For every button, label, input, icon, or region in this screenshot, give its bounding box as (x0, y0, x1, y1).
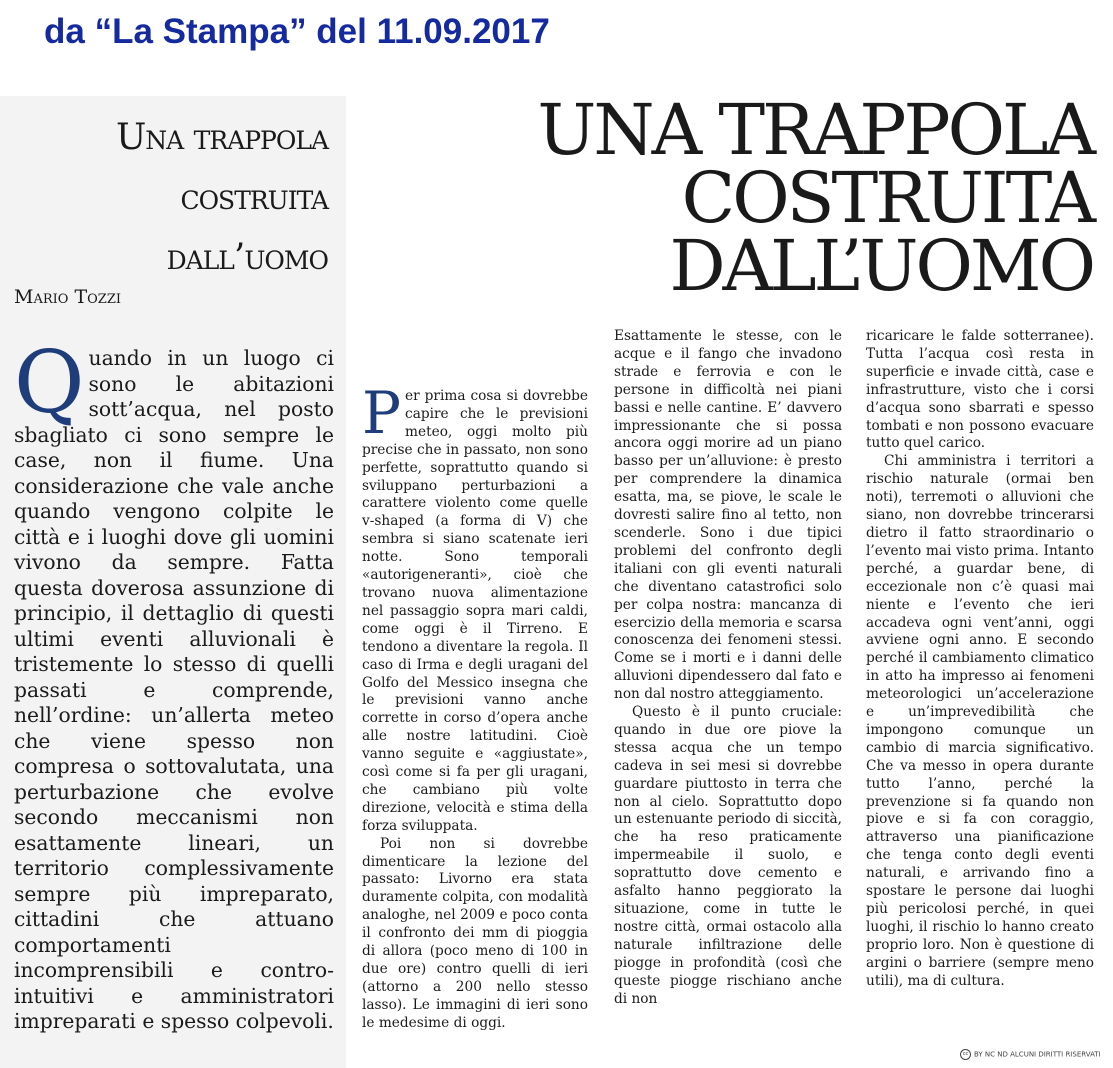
paragraph: Chi amministra i territori a rischio naturale (ormai ben noti), terremoti o alluvioni che siano, non dovrebbe trincerarsi dietro il fatto straordinario o l’evento mai visto prima. Intanto perché, a guardar bene, di eccezionale non c’è quasi mai niente e l’evento che ieri accadeva ogni vent’anni, oggi avviene ogni anno. E secondo perché il cambiamento climatico in atto ha impresso ai fenomeni meteorologici un’accelerazione e un’imprevedibilità che impongono comunque un cambio di marcia significativo. Che va messo in opera durante tutto l’anno, perché la prevenzione si fa quando non piove e si fa con coraggio, attraverso una pianificazione che tenga conto degli eventi naturali, e arrivando fino a spostare le persone dai luoghi più pericolosi perché, in quei luoghi, il rischio lo hanno creato proprio loro. Non è questione di argini o barriere (sempre meno utili), ma di cultura. (866, 453, 1094, 989)
drop-cap: Q (14, 333, 85, 433)
paragraph-text: er prima cosa si dovrebbe capire che le previsioni meteo, oggi molto più precise che in passato, non sono perfette, soprattutto quando si sviluppano perturbazioni a carattere violento come quelle v-shaped (a forma di V) che sembra si siano scatenate ieri notte. Sono temporali «autorigeneranti», cioè che trovano nuova alimentazione nel passaggio sopra mari caldi, come oggi è il Tirreno. E tendono a diventare la regola. Il caso di Irma e degli uragani del Golfo del Messico insegna che le previsioni vanno anche corrette in corso d’opera anche alle nostre latitudini. Cioè vanno seguite e «aggiustate», così come si fa per gli uragani, che cambiano più volte direzione, velocità e stima della forza sviluppata. (362, 388, 588, 834)
left-title-line: dall’uomo (166, 237, 328, 278)
article-column-3 (866, 328, 1094, 991)
license-text: BY NC ND ALCUNI DIRITTI RISERVATI (974, 1050, 1101, 1059)
source-line: da “La Stampa” del 11.09.2017 (44, 12, 550, 51)
paragraph: Questo è il punto cruciale: quando in due ore piove la stessa acqua che un tempo cadeva in sei mesi si dovrebbe guardare piuttosto in terra che non al cielo. Soprattutto dopo un estenuante periodo di siccità, che ha reso praticamente impermeabile il suolo, e soprattutto dove cemento e asfalto hanno peggiorato la situazione, come in tutte le nostre città, ormai ostacolo alla naturale infiltrazione delle piogge in profondità (così che queste piogge rischiano anche di non (614, 704, 842, 1007)
main-headline (537, 89, 1093, 307)
paragraph (362, 379, 588, 836)
drop-cap: P (362, 379, 402, 447)
paragraph: Poi non si dovrebbe dimenticare la lezione del passato: Livorno era stata duramente colpita, con modalità analoghe, nel 2009 e poco conta il confronto dei mm di pioggia di allora (poco meno di 100 in due ore) contro quelli di ieri (attorno a 200 nello stesso lasso). Le immagini di ieri sono le medesime di oggi. (362, 835, 588, 1031)
headline-line: COSTRUITA (681, 157, 1093, 239)
author-byline: Mario Tozzi (14, 286, 121, 308)
left-title-line: costruita (180, 177, 328, 218)
license-note (960, 1049, 1101, 1060)
creative-commons-icon: cc (960, 1049, 971, 1060)
headline-line: UNA TRAPPOLA (537, 89, 1093, 171)
headline-line: DALL’UOMO (669, 225, 1093, 307)
article-column-2 (614, 328, 842, 1008)
paragraph: Esattamente le stesse, con le acque e il fango che invadono strade e ferrovia e con le persone in difficoltà nei piani bassi e nelle cantine. E’ davvero impressionante che si possa ancora oggi morire ad un piano basso per un’alluvione: è presto per comprendere la dinamica esatta, ma, se piove, le scale le dovresti salire fino al tetto, non scenderle. Sono i due tipici problemi del confronto degli italiani con gli eventi naturali che diventano catastrofici solo per colpa nostra: mancanza di esercizio della memoria e scarsa conoscenza dei fenomeni stessi. Come se i morti e i danni delle alluvioni dipendessero dal fato e non dal nostro atteggiamento. (614, 328, 842, 703)
left-column (0, 96, 346, 1068)
paragraph: ricaricare le falde sotterranee). Tutta l’acqua così resta in superficie e invade città, case e infrastrutture, visto che i corsi d’acqua sono sbarrati e spesso tombati e non possono evacuare tutto quel carico. (866, 328, 1094, 452)
left-body-text (14, 333, 334, 1035)
article-column-1 (362, 379, 588, 1033)
left-body-content: uando in un luogo ci sono le abitazioni sott’acqua, nel posto sbagliato ci sono sempre le case, non il fiume. Una considerazione che vale anche quando vengono colpite le città e i luoghi dove gli uomini vivono da sempre. Fatta questa doverosa assunzione di principio, il dettaglio di questi ultimi eventi alluvionali è tristemente lo stesso di quelli passati e comprende, nell’ordine: un’allerta meteo che viene spesso non compresa o sottovalutata, una perturbazione che evolve secondo meccanismi non esattamente lineari, un territorio complessivamente sempre più impreparato, cittadini che attuano comportamenti incomprensibili e contro-intuitivi e amministratori impreparati e spesso colpevoli. (14, 346, 334, 1033)
left-title-line: Una trappola (115, 117, 328, 158)
left-title (116, 108, 328, 288)
